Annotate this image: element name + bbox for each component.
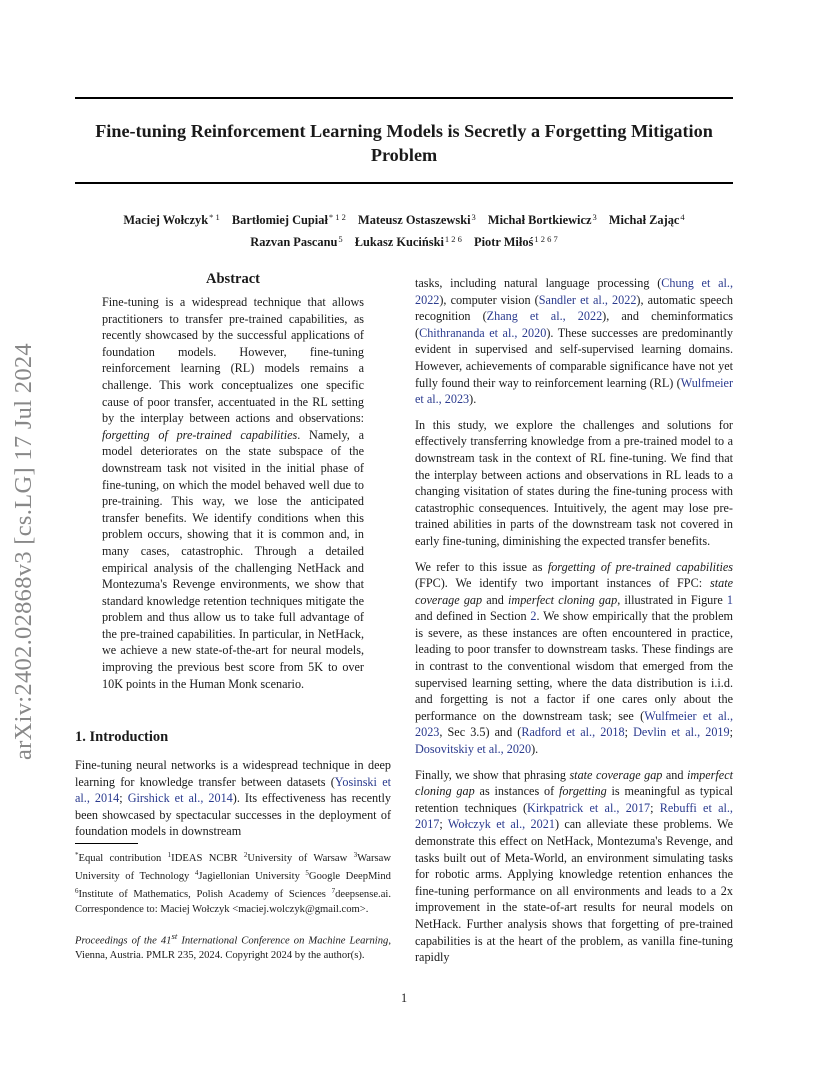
author-name: Łukasz Kuciński <box>354 235 444 249</box>
author-name: Piotr Miłoś <box>474 235 534 249</box>
footnote-text: deepsense.ai. Correspondence to: Maciej Wołczyk <maciej.wolczyk@gmail.com>. <box>75 889 391 915</box>
abstract-body <box>102 294 364 692</box>
emphasis-text: imperfect cloning gap <box>415 767 733 799</box>
affiliations-footnote <box>75 848 391 917</box>
footnote-text: Jagiellonian University <box>198 871 306 883</box>
body-text: ; <box>729 725 734 740</box>
citation-link[interactable]: Girshick et al., 2014 <box>127 791 233 806</box>
footnote-text: Warsaw University of Technology <box>75 853 391 883</box>
footnote-text: University of Warsaw <box>247 853 354 864</box>
footnote-text: Equal contribution <box>78 853 168 864</box>
citation-link[interactable]: Radford et al., 2018 <box>521 725 625 740</box>
citation-link[interactable]: Rebuffi et al., 2017 <box>415 800 733 832</box>
body-text: , Sec 3.5) and ( <box>439 725 522 740</box>
introduction-paragraph <box>75 757 391 840</box>
proceedings-text: , Vienna, Austria. PMLR 235, 2024. Copyright 2024 by the author(s). <box>75 935 391 961</box>
body-text: ), and cheminformatics ( <box>415 309 733 340</box>
abstract-heading: Abstract <box>206 271 260 287</box>
abstract-text: . Namely, a model deteriorates on the state subspace of the downstream task not visited in the initial phase of fine-tuning, on which the model behaved well due to pre-training. This way, we lose the anticipated transfer benefits. We identify conditions when this problem occurs, showing that it is common and, in many cases, catastrophic. Through a detailed empirical analysis of the challenging NetHack and Montezuma's Revenge environments, we show that standard knowledge retention techniques mitigate the problem and thus allow us to take full advantage of the pre-trained capabilities. In particular, in NetHack, we achieve a new state-of-the-art for neural models, improving the previous best score from 5K to over 10K points in the Human Monk scenario. <box>102 427 364 691</box>
body-text: . We show empirically that the problem is severe, as these instances are often encountered in practice, leading to poor transfer to downstream tasks. These findings are in contrast to the conventional wisdom that emerged from the supervised learning setting, where the data distribution is i.i.d. and forgetting is not a factor if one cares only about the performance on the downstream task; see ( <box>415 609 733 723</box>
author-affiliation: 1 2 6 7 <box>534 234 558 244</box>
footnote-mark: 5 <box>305 869 309 878</box>
citation-link[interactable]: Dosovitskiy et al., 2020 <box>415 742 532 757</box>
author-affiliation: * 1 2 <box>328 212 346 222</box>
body-text: and <box>662 767 687 782</box>
body-paragraph <box>415 559 733 758</box>
proceedings-ordinal: st <box>171 931 178 941</box>
author-name: Bartłomiej Cupiał <box>231 213 328 227</box>
paper-title: Fine-tuning Reinforcement Learning Models is Secretly a Forgetting Mitigation Problem <box>95 121 713 165</box>
emphasis-text: state coverage gap <box>415 576 733 607</box>
author-affiliation: 3 <box>592 212 597 222</box>
title-top-rule <box>75 97 733 99</box>
footnote-mark: 2 <box>243 851 248 859</box>
title-bottom-rule <box>75 182 733 184</box>
citation-link[interactable]: Chithrananda et al., 2020 <box>419 325 547 340</box>
footnote-mark: 7 <box>331 887 336 896</box>
right-column <box>415 275 733 966</box>
emphasis-text: forgetting of pre-trained capabilities <box>547 559 733 574</box>
body-text: ) can alleviate these problems. We demonstrate this effect on NetHack, Montezuma's Revenge, and tasks built out of Meta-World, an environment simulating tasks for robotic arms. Applying knowledge retention enhances the fine-tuning performance on all environments and leads to a 2x improvement in the state-of-art results for neural models on NetHack. Further analysis shows that forgetting of pre-trained capabilities is at the heart of the problem, as vanilla fine-tuning rapidly <box>415 817 733 965</box>
proceedings-note <box>75 929 391 963</box>
author-affiliation: 4 <box>680 212 685 222</box>
body-text: We refer to this issue as <box>415 559 548 574</box>
page-number: 1 <box>400 991 408 1005</box>
body-paragraph <box>415 275 733 408</box>
author-name: Michał Zając <box>608 213 680 227</box>
citation-link[interactable]: Kirkpatrick et al., 2017 <box>527 800 651 815</box>
emphasis-text: imperfect cloning gap <box>508 592 618 607</box>
arxiv-identifier: arXiv:2402.02868v3 [cs.LG] 17 Jul 2024 <box>10 343 37 760</box>
footnote-mark: 4 <box>194 869 199 878</box>
emphasis-text: forgetting <box>559 784 607 799</box>
author-affiliation: 1 2 6 <box>444 234 462 244</box>
footnote-text: Institute of Mathematics, Polish Academy of Sciences <box>78 889 332 901</box>
body-paragraph: In this study, we explore the challenges and solutions for effectively transferring knowledge from a pre-trained model to a downstream task in the context of RL fine-tuning. We find that the interplay between actions and observations in RL leads to a changing visitation of states during the fine-tuning process with catastrophic consequences. Intuitively, the agent may lose pre-trained abilities in parts of the downstream task not covered in early fine-tuning, diminishing the expected transfer benefits. <box>415 417 733 548</box>
footnote-text: Google DeepMind <box>308 871 391 883</box>
author-name: Mateusz Ostaszewski <box>358 213 471 227</box>
body-text: (FPC). We identify two important instances of FPC: <box>415 576 710 591</box>
citation-link[interactable]: Devlin et al., 2019 <box>633 725 730 740</box>
body-text: ), computer vision ( <box>439 292 539 307</box>
footnote-mark: 1 <box>167 851 172 859</box>
author-name: Razvan Pascanu <box>250 235 338 249</box>
proceedings-text: International Conference on Machine Learning <box>177 935 389 947</box>
section-heading-introduction: 1. Introduction <box>75 729 169 745</box>
body-text: Fine-tuning neural networks is a widespread technique in deep learning for knowledge transfer between datasets ( <box>75 758 391 789</box>
footnote-text: IDEAS NCBR <box>171 853 244 864</box>
author-affiliation: 3 <box>471 212 476 222</box>
body-text: tasks, including natural language processing ( <box>415 276 662 290</box>
citation-link[interactable]: Wołczyk et al., 2021 <box>447 817 555 832</box>
citation-link[interactable]: Wulfmeier et al., 2023 <box>415 375 733 407</box>
body-text: and defined in Section <box>415 609 531 624</box>
footnote-mark: * <box>75 851 79 859</box>
body-paragraph <box>415 767 733 966</box>
citation-link[interactable]: Wulfmeier et al., 2023 <box>415 708 734 740</box>
author-affiliation: 5 <box>338 234 343 244</box>
abstract-text: Fine-tuning is a widespread technique that allows practitioners to transfer pre-trained capabilities, as recently showcased by the successful applications of foundation models. However, fine-tuning reinforcement learning (RL) models remains a challenge. This work conceptualizes one specific cause of poor transfer, accentuated in the RL setting by the interplay between actions and observations: <box>102 295 364 426</box>
abstract-emphasis: forgetting of pre-trained capabilities <box>102 427 298 442</box>
author-name: Maciej Wołczyk <box>123 213 209 227</box>
citation-link[interactable]: Zhang et al., 2022 <box>486 309 603 324</box>
body-text: and <box>482 592 509 607</box>
author-affiliation: * 1 <box>209 212 220 222</box>
figure-reference-link[interactable]: 1 <box>726 592 733 607</box>
body-text: ). These successes are predominantly evident in supervised and self-supervised learning domains. However, achievements of comparable significance have not yet fully found their way to reinforcement learning (RL) ( <box>415 325 733 390</box>
body-text: ). <box>531 742 539 757</box>
body-text: Finally, we show that phrasing <box>415 767 570 782</box>
author-line-2 <box>75 230 733 252</box>
citation-link[interactable]: Sandler et al., 2022 <box>538 292 637 307</box>
body-text: ; <box>119 791 128 806</box>
section-reference-link[interactable]: 2 <box>530 609 537 624</box>
body-text: ; <box>650 800 660 815</box>
author-line-1 <box>75 208 733 230</box>
author-name: Michał Bortkiewicz <box>487 213 592 227</box>
footnote-mark: 6 <box>75 887 79 896</box>
body-text: , illustrated in Figure <box>617 592 727 607</box>
body-text: ). Its effectiveness has recently been showcased by spectacular successes in the deployment of foundation models in downstream <box>75 791 391 839</box>
emphasis-text: state coverage gap <box>569 767 663 782</box>
proceedings-text: Proceedings of the 41 <box>75 935 172 947</box>
body-text: as instances of <box>474 784 560 799</box>
author-list <box>75 208 733 252</box>
body-text: ; <box>439 817 448 832</box>
body-text: is meaningful as typical retention techniques ( <box>415 784 733 815</box>
footnote-mark: 3 <box>353 851 358 859</box>
body-text: ; <box>624 725 634 740</box>
citation-link[interactable]: Yosinski et al., 2014 <box>75 774 391 806</box>
citation-link[interactable]: Chung et al., 2022 <box>415 276 733 307</box>
footnote-rule <box>75 843 138 844</box>
body-text: ), automatic speech recognition ( <box>415 292 733 324</box>
body-text: ). <box>469 392 477 407</box>
